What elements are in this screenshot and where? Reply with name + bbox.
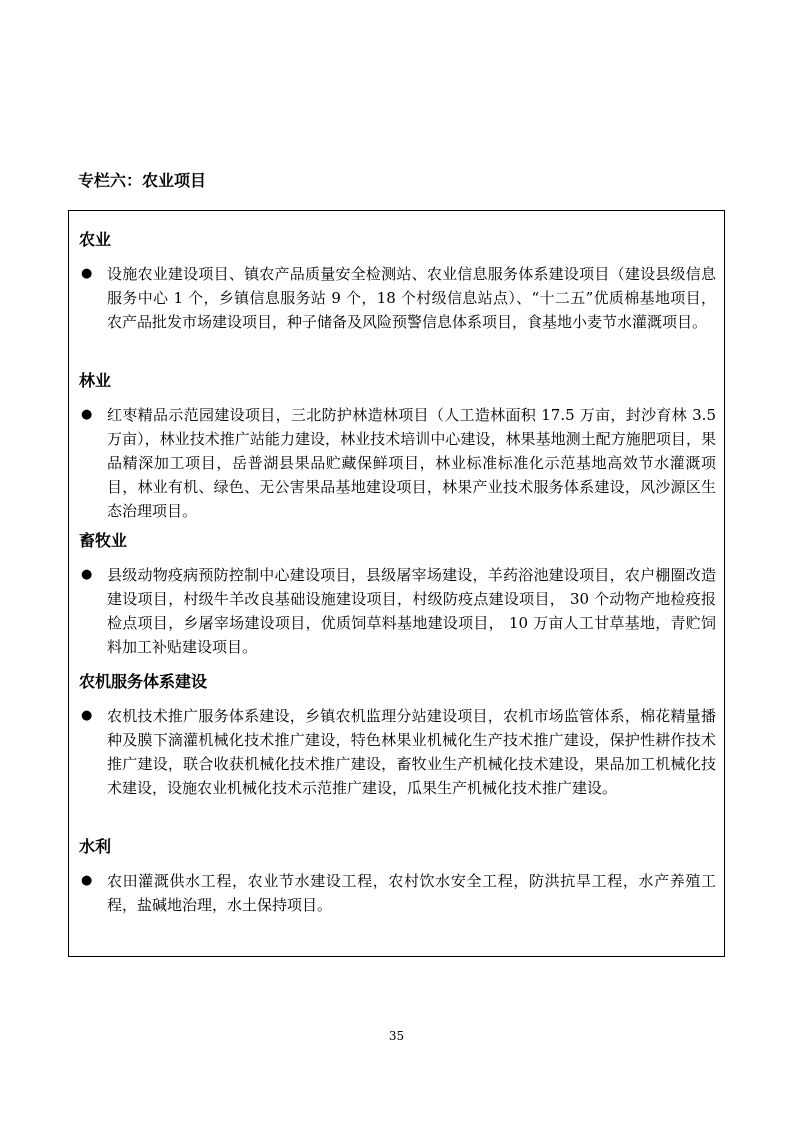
list-item-text: 红枣精品示范园建设项目，三北防护林造林项目（人工造林面积 17.5 万亩，封沙育林 3.5 万亩），林业技术推广站能力建设，林业技术培训中心建设，林果基地测土配方施肥项目，果品精深加工项目，岳普湖县果品贮藏保鲜项目，林业标准标准化示范基地高效节水灌溉项目，林业有机、绿色、无公害果品基地建设项目，林果产业技术服务体系建设，风沙源区生态治理项目。 — [107, 406, 716, 520]
bullet-icon: ● — [81, 407, 93, 422]
bullet-icon: ● — [81, 873, 93, 888]
list-item-text: 县级动物疫病预防控制中心建设项目，县级屠宰场建设，羊药浴池建设项目，农户棚圈改造建设项目，村级牛羊改良基础设施建设项目，村级防疫点建设项目， 30 个动物产地检疫报检点项目，乡屠宰场建设项目，优质饲草料基地建设项目， 10 万亩人工甘草基地，青贮饲料加工补贴建设项目。 — [107, 566, 716, 656]
bullet-icon: ● — [81, 567, 93, 582]
section-heading: 水利 — [79, 837, 112, 856]
section-heading: 畜牧业 — [79, 531, 128, 550]
section-heading: 农业 — [79, 230, 112, 249]
bullet-icon: ● — [81, 266, 93, 281]
list-item-text: 农田灌溉供水工程，农业节水建设工程，农村饮水安全工程，防洪抗旱工程，水产养殖工程，盐碱地治理，水土保持项目。 — [107, 872, 716, 914]
page-number: 35 — [388, 1029, 405, 1043]
section-heading: 林业 — [79, 371, 112, 390]
list-item-text: 设施农业建设项目、镇农产品质量安全检测站、农业信息服务体系建设项目（建设县级信息服务中心 1 个，乡镇信息服务站 9 个，18 个村级信息站点）、“十二五”优质棉基地项目，农产品批发市场建设项目，种子储备及风险预警信息体系项目，食基地小麦节水灌溉项目。 — [107, 265, 716, 331]
section-heading: 农机服务体系建设 — [79, 672, 208, 691]
bullet-icon: ● — [81, 708, 93, 723]
column-title: 专栏六：农业项目 — [78, 171, 207, 190]
list-item-text: 农机技术推广服务体系建设，乡镇农机监理分站建设项目，农机市场监管体系，棉花精量播种及膜下滴灌机械化技术推广建设，特色林果业机械化生产技术推广建设，保护性耕作技术推广建设，联合收获机械化技术推广建设，畜牧业生产机械化技术建设，果品加工机械化技术建设，设施农业机械化技术示范推广建设，瓜果生产机械化技术推广建设。 — [107, 707, 716, 797]
project-box — [68, 210, 725, 957]
